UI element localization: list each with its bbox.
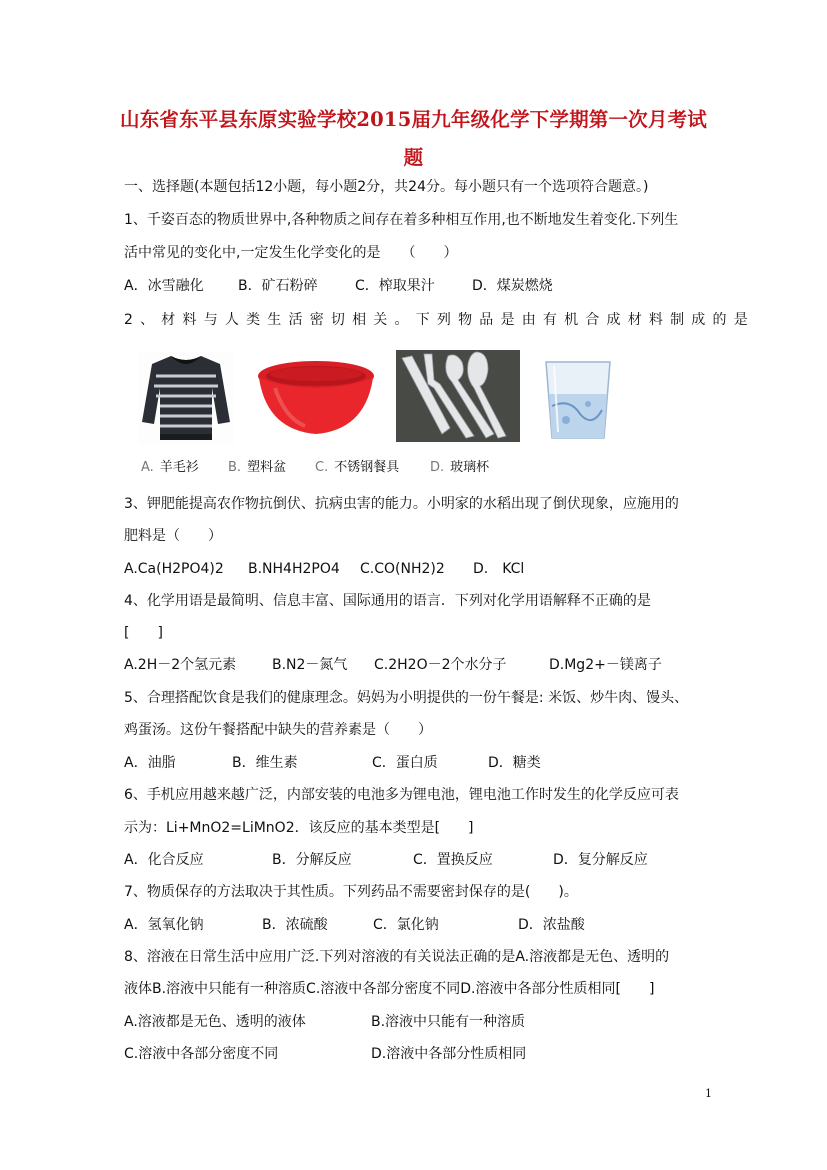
question-1-option-a: A．冰雪融化: [124, 278, 204, 294]
sweater-image: [138, 352, 234, 444]
question-4-line-1: 4、化学用语是最简明、信息丰富、国际通用的语言．下列对化学用语解释不正确的是: [124, 593, 651, 609]
question-8-option-a: A.溶液都是无色、透明的液体: [124, 1014, 306, 1030]
cutlery-image: [396, 350, 520, 442]
question-4-option-a: A.2H－2个氢元素: [124, 657, 237, 673]
question-1-line-2: 活中常见的变化中,一定发生化学变化的是 （ ）: [124, 245, 458, 261]
question-7-line-1: 7、物质保存的方法取决于其性质。下列药品不需要密封保存的是( )。: [124, 884, 578, 900]
question-3-line-2: 肥料是（ ）: [124, 528, 222, 544]
question-6-option-d: D．复分解反应: [553, 852, 648, 868]
question-6-option-a: A．化合反应: [124, 852, 204, 868]
question-3-line-1: 3、钾肥能提高农作物抗倒伏、抗病虫害的能力。小明家的水稻出现了倒伏现象，应施用的: [124, 496, 679, 512]
glass-cup-image: [540, 358, 616, 442]
section-heading: 一、选择题(本题包括12小题，每小题2分，共24分。每小题只有一个选项符合题意。): [124, 179, 649, 195]
question-3-option-b: B.NH4H2PO4: [248, 561, 340, 577]
caption-a-letter: A.: [141, 460, 154, 475]
question-1-option-b: B．矿石粉碎: [238, 278, 318, 294]
question-4-option-d: D.Mg2+－镁离子: [549, 657, 662, 673]
question-1-option-c: C．榨取果汁: [355, 278, 435, 294]
document-title: 山东省东平县东原实验学校2015届九年级化学下学期第一次月考试: [120, 108, 707, 131]
question-6-line-1: 6、手机应用越来越广泛，内部安装的电池多为锂电池，锂电池工作时发生的化学反应可表: [124, 787, 679, 803]
caption-d-text: 玻璃杯: [450, 460, 490, 475]
question-8-option-b: B.溶液中只能有一种溶质: [371, 1014, 526, 1030]
question-7-option-b: B．浓硫酸: [262, 917, 328, 933]
caption-c-text: 不锈钢餐具: [334, 460, 400, 475]
question-4-option-c: C.2H2O－2个水分子: [374, 657, 507, 673]
question-5-option-b: B．维生素: [232, 755, 298, 771]
question-8-line-2: 液体B.溶液中只能有一种溶质C.溶液中各部分密度不同D.溶液中各部分性质相同[ ]: [124, 981, 655, 997]
question-2-line-1: 2、材料与人类生活密切相关。下列物品是由有机合成材料制成的是: [124, 312, 755, 328]
question-7-option-a: A．氢氧化钠: [124, 917, 204, 933]
caption-b-text: 塑料盆: [247, 460, 287, 475]
question-1-option-d: D．煤炭燃烧: [472, 278, 553, 294]
question-8-line-1: 8、溶液在日常生活中应用广泛.下列对溶液的有关说法正确的是A.溶液都是无色、透明的: [124, 949, 670, 965]
question-7-option-c: C．氯化钠: [373, 917, 439, 933]
caption-c-letter: C.: [315, 460, 329, 475]
question-5-option-c: C．蛋白质: [372, 755, 438, 771]
caption-d-letter: D.: [430, 460, 445, 475]
question-6-option-c: C．置换反应: [413, 852, 493, 868]
caption-b: [228, 456, 286, 475]
page-number: 1: [705, 1087, 712, 1100]
question-8-option-c: C.溶液中各部分密度不同: [124, 1046, 279, 1062]
question-6-option-b: B．分解反应: [272, 852, 352, 868]
question-1-line-1: 1、千姿百态的物质世界中,各种物质之间存在着多种相互作用,也不断地发生着变化.下列生: [124, 212, 679, 228]
caption-a: [141, 456, 199, 475]
caption-c: [315, 456, 399, 475]
question-4-option-b: B.N2－氮气: [272, 657, 348, 673]
question-4-line-2: [ ]: [124, 625, 163, 641]
plastic-basin-image: [255, 358, 377, 438]
question-5-option-a: A．油脂: [124, 755, 176, 771]
question-5-line-1: 5、合理搭配饮食是我们的健康理念。妈妈为小明提供的一份午餐是: 米饭、炒牛肉、馒头、: [124, 690, 689, 706]
question-6-line-2: 示为：Li+MnO2=LiMnO2．该反应的基本类型是[ ]: [124, 820, 474, 836]
question-8-option-d: D.溶液中各部分性质相同: [371, 1046, 527, 1062]
question-3-option-a: A.Ca(H2PO4)2: [124, 561, 224, 577]
question-3-option-d: D. KCl: [473, 561, 525, 577]
question-3-option-c: C.CO(NH2)2: [360, 561, 445, 577]
caption-a-text: 羊毛衫: [159, 460, 199, 475]
document-title-continued: 题: [403, 146, 424, 169]
caption-b-letter: B.: [228, 460, 242, 475]
question-5-option-d: D．糖类: [488, 755, 541, 771]
caption-d: [430, 456, 489, 475]
question-7-option-d: D．浓盐酸: [518, 917, 585, 933]
question-5-line-2: 鸡蛋汤。这份午餐搭配中缺失的营养素是（ ）: [124, 722, 432, 738]
